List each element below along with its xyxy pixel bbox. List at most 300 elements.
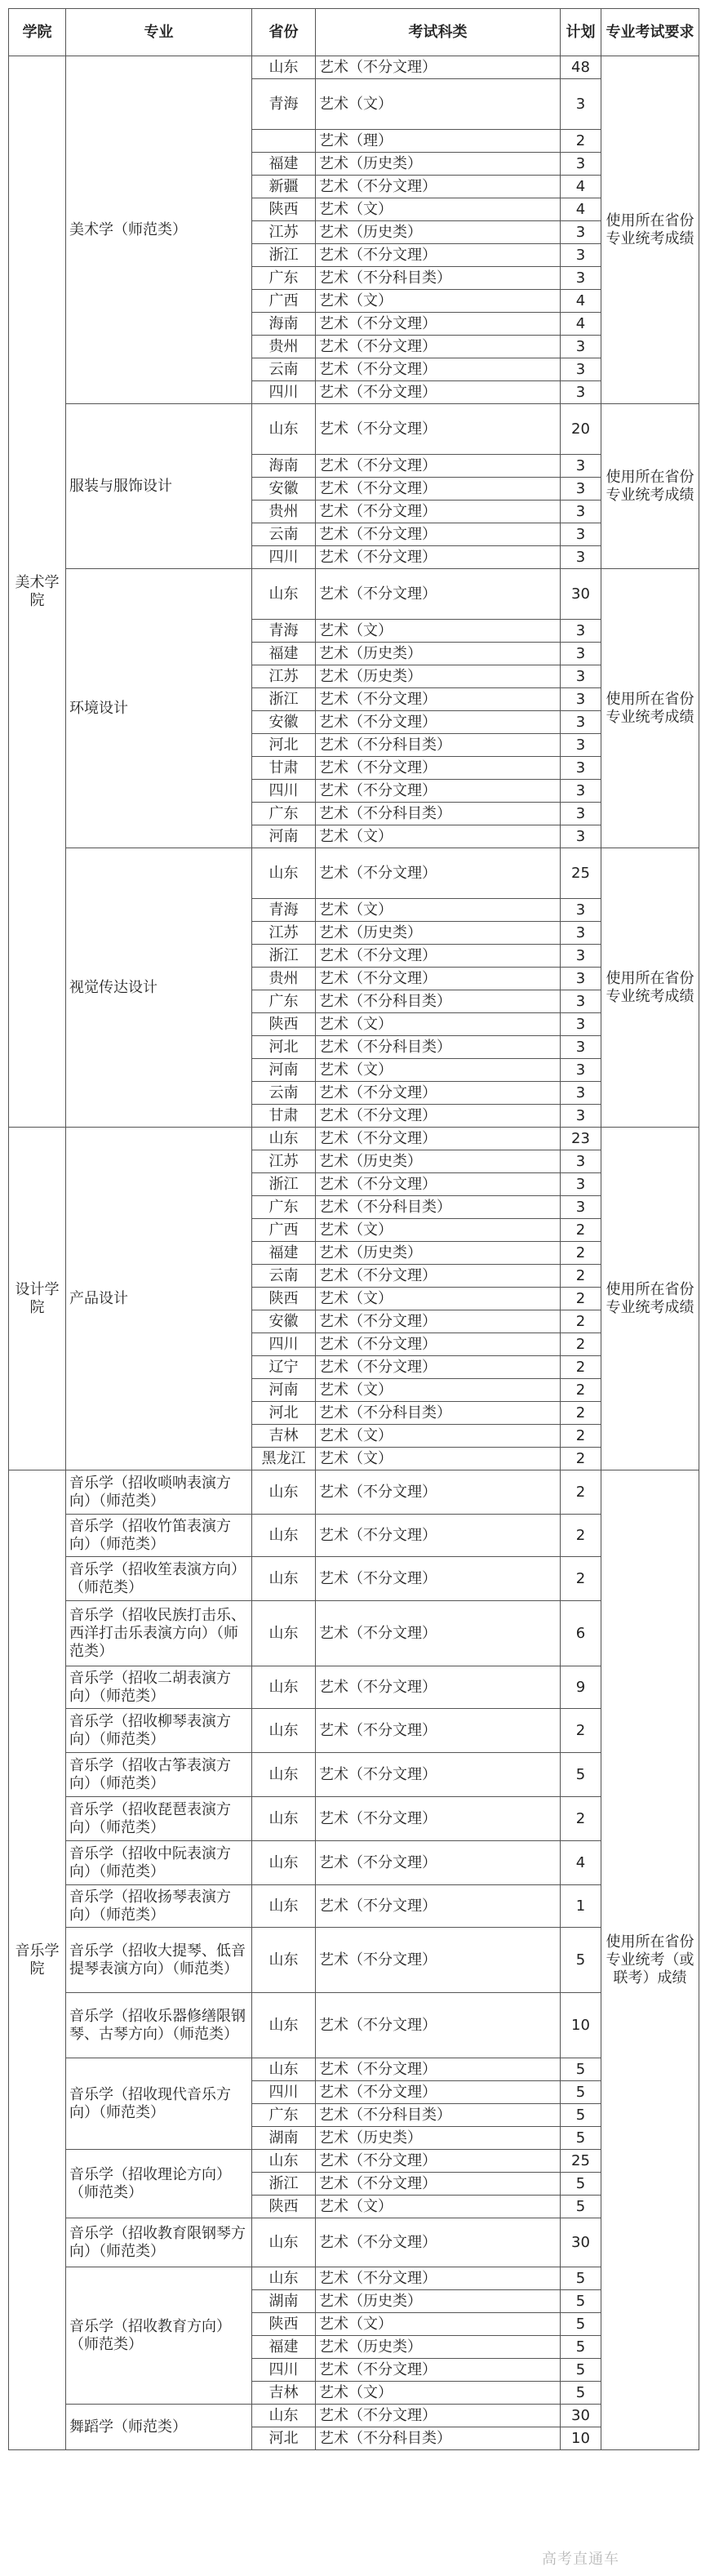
table-body (9, 56, 699, 2450)
plan-cell: 1 (561, 1885, 601, 1928)
table-row (9, 1666, 699, 1709)
subject-cell: 艺术（文） (316, 2382, 561, 2405)
subject-cell: 艺术（不分文理） (316, 1310, 561, 1333)
plan-cell: 3 (561, 780, 601, 803)
table-row (9, 1993, 699, 2058)
province-cell: 海南 (252, 455, 316, 478)
subject-cell: 艺术（不分文理） (316, 1515, 561, 1557)
major-name: 音乐学（招收现代音乐方向）（师范类） (66, 2058, 252, 2150)
subject-cell: 艺术（不分文理） (316, 848, 561, 899)
subject-cell: 艺术（不分文理） (316, 478, 561, 501)
subject-cell: 艺术（不分文理） (316, 2405, 561, 2427)
plan-cell: 5 (561, 2081, 601, 2104)
plan-cell: 3 (561, 968, 601, 990)
subject-cell: 艺术（不分文理） (316, 688, 561, 711)
subject-cell: 艺术（不分文理） (316, 1082, 561, 1105)
province-cell: 河北 (252, 2427, 316, 2450)
plan-cell: 2 (561, 1379, 601, 1402)
plan-cell: 5 (561, 2382, 601, 2405)
major-name: 音乐学（招收柳琴表演方向）（师范类） (66, 1709, 252, 1753)
plan-cell: 6 (561, 1601, 601, 1666)
subject-cell: 艺术（不分文理） (316, 455, 561, 478)
plan-cell: 3 (561, 1196, 601, 1219)
province-cell: 河南 (252, 825, 316, 848)
province-cell: 青海 (252, 79, 316, 130)
subject-cell: 艺术（历史类） (316, 1242, 561, 1265)
plan-cell: 10 (561, 1993, 601, 2058)
header-row (9, 9, 699, 56)
major-name: 环境设计 (66, 569, 252, 848)
plan-cell: 3 (561, 1082, 601, 1105)
province-cell: 山东 (252, 569, 316, 620)
plan-cell: 3 (561, 899, 601, 922)
subject-cell: 艺术（不分文理） (316, 56, 561, 79)
province-cell: 广西 (252, 290, 316, 313)
province-cell: 山东 (252, 848, 316, 899)
plan-cell: 30 (561, 2218, 601, 2267)
plan-cell: 5 (561, 2267, 601, 2290)
subject-cell: 艺术（不分文理） (316, 757, 561, 780)
plan-cell: 5 (561, 2058, 601, 2081)
plan-cell: 30 (561, 569, 601, 620)
province-cell: 浙江 (252, 688, 316, 711)
plan-cell: 3 (561, 1150, 601, 1173)
plan-cell: 3 (561, 501, 601, 523)
major-name: 音乐学（招收教育方向）（师范类） (66, 2267, 252, 2405)
province-cell: 甘肃 (252, 1105, 316, 1128)
province-cell: 云南 (252, 1082, 316, 1105)
header-college: 学院 (9, 9, 66, 56)
province-cell: 四川 (252, 381, 316, 404)
province-cell: 福建 (252, 2336, 316, 2359)
plan-cell: 2 (561, 1797, 601, 1841)
subject-cell: 艺术（不分科目类） (316, 1402, 561, 1425)
plan-cell: 3 (561, 1036, 601, 1059)
major-name: 音乐学（招收扬琴表演方向）（师范类） (66, 1885, 252, 1928)
major-name: 音乐学（招收唢呐表演方向）（师范类） (66, 1470, 252, 1515)
table-row (9, 1753, 699, 1797)
province-cell: 河北 (252, 734, 316, 757)
plan-cell: 2 (561, 1242, 601, 1265)
province-cell: 贵州 (252, 501, 316, 523)
subject-cell: 艺术（不分文理） (316, 358, 561, 381)
plan-cell: 3 (561, 79, 601, 130)
plan-cell: 3 (561, 244, 601, 267)
major-name: 音乐学（招收教育限钢琴方向）（师范类） (66, 2218, 252, 2267)
plan-cell: 20 (561, 404, 601, 455)
subject-cell: 艺术（不分文理） (316, 1128, 561, 1150)
header-subject: 考试科类 (316, 9, 561, 56)
subject-cell: 艺术（不分文理） (316, 780, 561, 803)
province-cell: 山东 (252, 1128, 316, 1150)
table-row (9, 2218, 699, 2267)
major-name: 产品设计 (66, 1128, 252, 1470)
college-name: 设计学院 (9, 1128, 66, 1470)
header-province: 省份 (252, 9, 316, 56)
subject-cell: 艺术（不分科目类） (316, 2104, 561, 2127)
plan-cell: 3 (561, 945, 601, 968)
admission-plan-table (8, 8, 699, 2450)
subject-cell: 艺术（文） (316, 1379, 561, 1402)
subject-cell: 艺术（不分文理） (316, 2359, 561, 2382)
plan-cell: 3 (561, 620, 601, 643)
table-row (9, 2058, 699, 2081)
subject-cell: 艺术（不分科目类） (316, 267, 561, 290)
subject-cell: 艺术（不分文理） (316, 1265, 561, 1288)
major-name: 美术学（师范类） (66, 56, 252, 404)
province-cell: 山东 (252, 2267, 316, 2290)
subject-cell: 艺术（不分文理） (316, 1105, 561, 1128)
subject-cell: 艺术（历史类） (316, 153, 561, 176)
province-cell: 贵州 (252, 968, 316, 990)
subject-cell: 艺术（不分文理） (316, 1333, 561, 1356)
subject-cell: 艺术（不分科目类） (316, 734, 561, 757)
subject-cell: 艺术（历史类） (316, 665, 561, 688)
subject-cell: 艺术（历史类） (316, 2127, 561, 2150)
province-cell: 广东 (252, 803, 316, 825)
plan-cell: 3 (561, 455, 601, 478)
province-cell: 四川 (252, 1333, 316, 1356)
college-name: 美术学院 (9, 56, 66, 1128)
province-cell: 福建 (252, 153, 316, 176)
plan-cell: 4 (561, 1841, 601, 1885)
major-name: 舞蹈学（师范类） (66, 2405, 252, 2450)
province-cell: 云南 (252, 523, 316, 546)
plan-cell: 2 (561, 1470, 601, 1515)
plan-cell: 3 (561, 358, 601, 381)
province-cell: 广西 (252, 1219, 316, 1242)
province-cell: 江苏 (252, 665, 316, 688)
plan-cell: 3 (561, 665, 601, 688)
province-cell: 河南 (252, 1059, 316, 1082)
major-name: 音乐学（招收二胡表演方向）（师范类） (66, 1666, 252, 1709)
province-cell: 浙江 (252, 2173, 316, 2196)
table-row (9, 2150, 699, 2173)
requirement-cell: 使用所在省份专业统考成绩 (601, 569, 699, 848)
subject-cell: 艺术（不分文理） (316, 945, 561, 968)
subject-cell: 艺术（不分文理） (316, 404, 561, 455)
plan-cell: 3 (561, 523, 601, 546)
major-name: 音乐学（招收民族打击乐、西洋打击乐表演方向）（师范类） (66, 1601, 252, 1666)
plan-cell: 5 (561, 1753, 601, 1797)
province-cell: 广东 (252, 1196, 316, 1219)
plan-cell: 4 (561, 313, 601, 336)
province-cell: 山东 (252, 1557, 316, 1601)
plan-cell: 2 (561, 1515, 601, 1557)
province-cell: 江苏 (252, 1150, 316, 1173)
table-row (9, 1515, 699, 1557)
table-row (9, 848, 699, 899)
subject-cell: 艺术（不分文理） (316, 313, 561, 336)
plan-cell: 3 (561, 546, 601, 569)
major-name: 音乐学（招收竹笛表演方向）（师范类） (66, 1515, 252, 1557)
plan-cell: 5 (561, 2196, 601, 2218)
province-cell: 湖南 (252, 2127, 316, 2150)
subject-cell: 艺术（历史类） (316, 2290, 561, 2313)
subject-cell: 艺术（不分文理） (316, 569, 561, 620)
province-cell: 陕西 (252, 2313, 316, 2336)
plan-cell: 3 (561, 478, 601, 501)
plan-cell: 5 (561, 2359, 601, 2382)
table-row (9, 1470, 699, 1515)
plan-cell: 2 (561, 1310, 601, 1333)
table-row (9, 1928, 699, 1993)
table-row (9, 1797, 699, 1841)
plan-cell: 5 (561, 2336, 601, 2359)
province-cell: 新疆 (252, 176, 316, 198)
subject-cell: 艺术（文） (316, 198, 561, 221)
province-cell: 河南 (252, 1379, 316, 1402)
major-name: 音乐学（招收古筝表演方向）（师范类） (66, 1753, 252, 1797)
subject-cell: 艺术（不分文理） (316, 711, 561, 734)
requirement-cell: 使用所在省份专业统考成绩 (601, 56, 699, 404)
subject-cell: 艺术（文） (316, 620, 561, 643)
subject-cell: 艺术（不分文理） (316, 1173, 561, 1196)
subject-cell: 艺术（不分文理） (316, 968, 561, 990)
plan-cell: 3 (561, 643, 601, 665)
province-cell: 山东 (252, 1470, 316, 1515)
plan-cell: 2 (561, 1425, 601, 1448)
province-cell: 海南 (252, 313, 316, 336)
province-cell: 河北 (252, 1036, 316, 1059)
plan-cell: 4 (561, 176, 601, 198)
province-cell: 浙江 (252, 1173, 316, 1196)
plan-cell: 3 (561, 1173, 601, 1196)
subject-cell: 艺术（历史类） (316, 221, 561, 244)
province-cell: 江苏 (252, 221, 316, 244)
requirement-cell: 使用所在省份专业统考（或联考）成绩 (601, 1470, 699, 2450)
province-cell: 山东 (252, 1841, 316, 1885)
subject-cell: 艺术（不分文理） (316, 1797, 561, 1841)
province-cell: 云南 (252, 1265, 316, 1288)
subject-cell: 艺术（文） (316, 1219, 561, 1242)
subject-cell: 艺术（文） (316, 1288, 561, 1310)
subject-cell: 艺术（不分文理） (316, 2173, 561, 2196)
requirement-cell: 使用所在省份专业统考成绩 (601, 404, 699, 569)
subject-cell: 艺术（不分文理） (316, 176, 561, 198)
subject-cell: 艺术（不分文理） (316, 2218, 561, 2267)
province-cell: 河北 (252, 1402, 316, 1425)
province-cell: 吉林 (252, 1425, 316, 1448)
major-name: 视觉传达设计 (66, 848, 252, 1128)
plan-cell: 25 (561, 848, 601, 899)
subject-cell: 艺术（不分文理） (316, 2267, 561, 2290)
province-cell: 广东 (252, 267, 316, 290)
subject-cell: 艺术（不分文理） (316, 1666, 561, 1709)
table-row (9, 1128, 699, 1150)
subject-cell: 艺术（历史类） (316, 643, 561, 665)
plan-cell: 23 (561, 1128, 601, 1150)
watermark-text: 高考直通车 (542, 2551, 619, 2568)
major-name: 音乐学（招收大提琴、低音提琴表演方向）（师范类） (66, 1928, 252, 1993)
plan-cell: 3 (561, 757, 601, 780)
province-cell: 陕西 (252, 2196, 316, 2218)
plan-cell: 2 (561, 1356, 601, 1379)
plan-cell: 30 (561, 2405, 601, 2427)
plan-cell: 10 (561, 2427, 601, 2450)
province-cell: 山东 (252, 2218, 316, 2267)
province-cell: 福建 (252, 643, 316, 665)
plan-cell: 3 (561, 336, 601, 358)
plan-cell: 4 (561, 290, 601, 313)
major-name: 音乐学（招收笙表演方向）（师范类） (66, 1557, 252, 1601)
province-cell: 陕西 (252, 1288, 316, 1310)
plan-cell: 3 (561, 267, 601, 290)
province-cell: 安徽 (252, 478, 316, 501)
subject-cell: 艺术（不分科目类） (316, 2427, 561, 2450)
plan-cell: 3 (561, 1105, 601, 1128)
major-name: 音乐学（招收乐器修缮限钢琴、古琴方向）（师范类） (66, 1993, 252, 2058)
plan-cell: 2 (561, 130, 601, 153)
province-cell: 甘肃 (252, 757, 316, 780)
province-cell: 山东 (252, 56, 316, 79)
subject-cell: 艺术（文） (316, 1448, 561, 1470)
subject-cell: 艺术（不分文理） (316, 546, 561, 569)
subject-cell: 艺术（历史类） (316, 2336, 561, 2359)
province-cell: 四川 (252, 546, 316, 569)
plan-cell: 3 (561, 1059, 601, 1082)
subject-cell: 艺术（理） (316, 130, 561, 153)
province-cell: 江苏 (252, 922, 316, 945)
plan-cell: 2 (561, 1333, 601, 1356)
subject-cell: 艺术（文） (316, 79, 561, 130)
requirement-cell: 使用所在省份专业统考成绩 (601, 848, 699, 1128)
plan-cell: 5 (561, 1928, 601, 1993)
plan-cell: 3 (561, 825, 601, 848)
header-plan: 计划 (561, 9, 601, 56)
province-cell (252, 130, 316, 153)
province-cell: 山东 (252, 1993, 316, 2058)
province-cell: 黑龙江 (252, 1448, 316, 1470)
plan-cell: 3 (561, 153, 601, 176)
subject-cell: 艺术（文） (316, 290, 561, 313)
province-cell: 云南 (252, 358, 316, 381)
province-cell: 湖南 (252, 2290, 316, 2313)
subject-cell: 艺术（不分文理） (316, 381, 561, 404)
province-cell: 安徽 (252, 1310, 316, 1333)
subject-cell: 艺术（不分文理） (316, 523, 561, 546)
table-row (9, 569, 699, 620)
plan-cell: 48 (561, 56, 601, 79)
subject-cell: 艺术（不分文理） (316, 1993, 561, 2058)
plan-cell: 5 (561, 2173, 601, 2196)
province-cell: 山东 (252, 2058, 316, 2081)
subject-cell: 艺术（不分文理） (316, 501, 561, 523)
province-cell: 山东 (252, 1666, 316, 1709)
subject-cell: 艺术（不分文理） (316, 2150, 561, 2173)
plan-cell: 2 (561, 1288, 601, 1310)
plan-cell: 2 (561, 1448, 601, 1470)
major-name: 音乐学（招收理论方向）（师范类） (66, 2150, 252, 2218)
subject-cell: 艺术（不分文理） (316, 1928, 561, 1993)
plan-cell: 2 (561, 1265, 601, 1288)
subject-cell: 艺术（不分文理） (316, 1470, 561, 1515)
plan-cell: 3 (561, 1013, 601, 1036)
subject-cell: 艺术（不分文理） (316, 1841, 561, 1885)
province-cell: 陕西 (252, 198, 316, 221)
province-cell: 青海 (252, 620, 316, 643)
subject-cell: 艺术（不分文理） (316, 2058, 561, 2081)
subject-cell: 艺术（不分文理） (316, 1356, 561, 1379)
header-requirement: 专业考试要求 (601, 9, 699, 56)
province-cell: 陕西 (252, 1013, 316, 1036)
province-cell: 四川 (252, 2081, 316, 2104)
province-cell: 吉林 (252, 2382, 316, 2405)
plan-cell: 3 (561, 990, 601, 1013)
table-row (9, 56, 699, 79)
subject-cell: 艺术（不分科目类） (316, 1196, 561, 1219)
table-row (9, 1885, 699, 1928)
subject-cell: 艺术（不分文理） (316, 1885, 561, 1928)
province-cell: 贵州 (252, 336, 316, 358)
province-cell: 广东 (252, 2104, 316, 2127)
subject-cell: 艺术（不分文理） (316, 1753, 561, 1797)
subject-cell: 艺术（不分科目类） (316, 990, 561, 1013)
province-cell: 山东 (252, 2150, 316, 2173)
province-cell: 山东 (252, 1885, 316, 1928)
subject-cell: 艺术（不分科目类） (316, 803, 561, 825)
major-name: 音乐学（招收中阮表演方向）（师范类） (66, 1841, 252, 1885)
plan-cell: 3 (561, 221, 601, 244)
plan-cell: 3 (561, 922, 601, 945)
plan-cell: 3 (561, 734, 601, 757)
subject-cell: 艺术（历史类） (316, 922, 561, 945)
province-cell: 山东 (252, 1709, 316, 1753)
subject-cell: 艺术（文） (316, 2196, 561, 2218)
subject-cell: 艺术（不分文理） (316, 1557, 561, 1601)
province-cell: 安徽 (252, 711, 316, 734)
major-name: 音乐学（招收琵琶表演方向）（师范类） (66, 1797, 252, 1841)
plan-cell: 5 (561, 2127, 601, 2150)
plan-cell: 2 (561, 1709, 601, 1753)
plan-cell: 3 (561, 711, 601, 734)
province-cell: 山东 (252, 1928, 316, 1993)
plan-cell: 3 (561, 381, 601, 404)
table-row (9, 2267, 699, 2290)
province-cell: 山东 (252, 1601, 316, 1666)
header-major: 专业 (66, 9, 252, 56)
province-cell: 辽宁 (252, 1356, 316, 1379)
province-cell: 浙江 (252, 244, 316, 267)
province-cell: 四川 (252, 2359, 316, 2382)
requirement-cell: 使用所在省份专业统考成绩 (601, 1128, 699, 1470)
table-row (9, 1557, 699, 1601)
plan-cell: 2 (561, 1402, 601, 1425)
major-name: 服装与服饰设计 (66, 404, 252, 569)
province-cell: 广东 (252, 990, 316, 1013)
province-cell: 山东 (252, 1753, 316, 1797)
plan-cell: 4 (561, 198, 601, 221)
subject-cell: 艺术（文） (316, 825, 561, 848)
plan-cell: 9 (561, 1666, 601, 1709)
plan-cell: 2 (561, 1219, 601, 1242)
province-cell: 浙江 (252, 945, 316, 968)
plan-cell: 25 (561, 2150, 601, 2173)
table-row (9, 2405, 699, 2427)
plan-cell: 5 (561, 2290, 601, 2313)
subject-cell: 艺术（文） (316, 1059, 561, 1082)
plan-cell: 5 (561, 2313, 601, 2336)
province-cell: 山东 (252, 404, 316, 455)
province-cell: 山东 (252, 1515, 316, 1557)
province-cell: 青海 (252, 899, 316, 922)
province-cell: 山东 (252, 2405, 316, 2427)
college-name: 音乐学院 (9, 1470, 66, 2450)
plan-cell: 3 (561, 803, 601, 825)
plan-cell: 5 (561, 2104, 601, 2127)
subject-cell: 艺术（文） (316, 899, 561, 922)
subject-cell: 艺术（不分文理） (316, 2081, 561, 2104)
